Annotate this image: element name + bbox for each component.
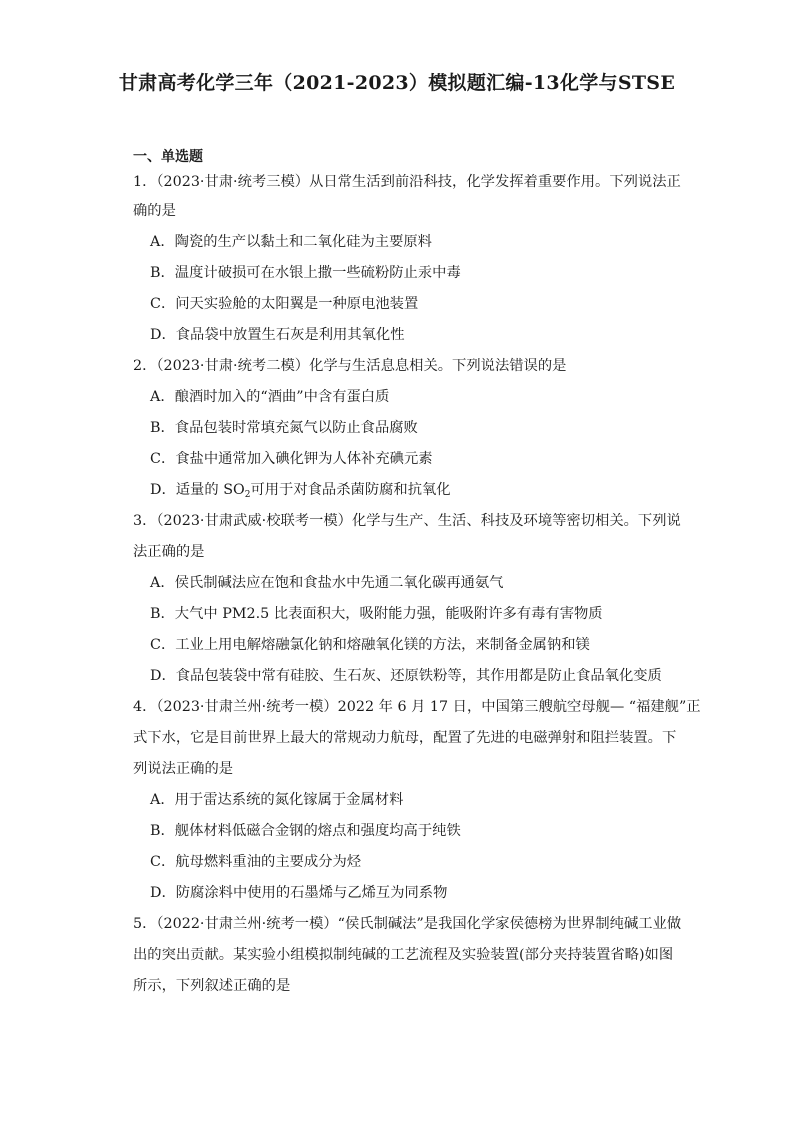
question-3-option-d: D．食品包装袋中常有硅胶、生石灰、还原铁粉等，其作用都是防止食品氧化变质	[150, 668, 662, 684]
question-1-option-c: C．问天实验舱的太阳翼是一种原电池装置	[150, 296, 419, 312]
page-title: 甘肃高考化学三年（2021-2023）模拟题汇编-13化学与STSE	[118, 72, 676, 94]
question-4-option-b: B．舰体材料低磁合金钢的熔点和强度均高于纯铁	[150, 823, 461, 839]
question-1-option-d: D．食品袋中放置生石灰是利用其氧化性	[150, 327, 405, 343]
question-2-option-d-suffix: 可用于对食品杀菌防腐和抗氧化	[250, 482, 451, 498]
section-heading: 一、单选题	[133, 149, 203, 165]
question-2-stem-line-1: 2．（2023·甘肃·统考二模）化学与生活息息相关。下列说法错误的是	[133, 358, 567, 374]
question-1-stem-line-2: 确的是	[133, 203, 176, 219]
question-1-option-a: A．陶瓷的生产以黏土和二氧化硅为主要原料	[150, 234, 432, 250]
question-2-option-d	[150, 480, 680, 505]
question-2-option-b: B．食品包装时常填充氮气以防止食品腐败	[150, 420, 418, 436]
question-4-stem-line-3: 列说法正确的是	[133, 761, 234, 777]
question-3-stem-line-2: 法正确的是	[133, 544, 205, 560]
question-4-option-c: C．航母燃料重油的主要成分为烃	[150, 854, 362, 870]
question-1-stem-line-1: 1．（2023·甘肃·统考三模）从日常生活到前沿科技，化学发挥着重要作用。下列说法正	[133, 174, 681, 190]
question-4-stem-line-1: 4．（2023·甘肃兰州·统考一模）2022 年 6 月 17 日，中国第三艘航空母舰— “福建舰”正	[133, 699, 701, 715]
question-4-option-a: A．用于雷达系统的氮化镓属于金属材料	[150, 792, 404, 808]
question-2-option-a: A．酿酒时加入的“酒曲”中含有蛋白质	[150, 389, 390, 405]
question-3-option-a: A．侯氏制碱法应在饱和食盐水中先通二氧化碳再通氨气	[150, 575, 504, 591]
question-3-option-c: C．工业上用电解熔融氯化钠和熔融氧化镁的方法，来制备金属钠和镁	[150, 637, 590, 653]
question-5-stem-line-1: 5．（2022·甘肃兰州·统考一模）“侯氏制碱法”是我国化学家侯德榜为世界制纯碱工业做	[133, 916, 682, 932]
question-4-option-d: D．防腐涂料中使用的石墨烯与乙烯互为同系物	[150, 885, 448, 901]
question-2-option-c: C．食盐中通常加入碘化钾为人体补充碘元素	[150, 451, 433, 467]
question-2-option-d-prefix: D．适量的 SO	[150, 482, 245, 498]
question-3-stem-line-1: 3．（2023·甘肃武威·校联考一模）化学与生产、生活、科技及环境等密切相关。下列说	[133, 513, 681, 529]
question-5-stem-line-2: 出的突出贡献。某实验小组模拟制纯碱的工艺流程及实验装置(部分夹持装置省略)如图	[133, 947, 674, 963]
question-4-stem-line-2: 式下水，它是目前世界上最大的常规动力航母，配置了先进的电磁弹射和阻拦装置。下	[133, 730, 677, 746]
question-1-option-b: B．温度计破损可在水银上撒一些硫粉防止汞中毒	[150, 265, 461, 281]
question-5-stem-line-3: 所示，下列叙述正确的是	[133, 978, 291, 994]
question-3-option-b: B．大气中 PM2.5 比表面积大，吸附能力强，能吸附许多有毒有害物质	[150, 606, 603, 622]
question-2-option-d-subscript: 2	[244, 490, 251, 500]
